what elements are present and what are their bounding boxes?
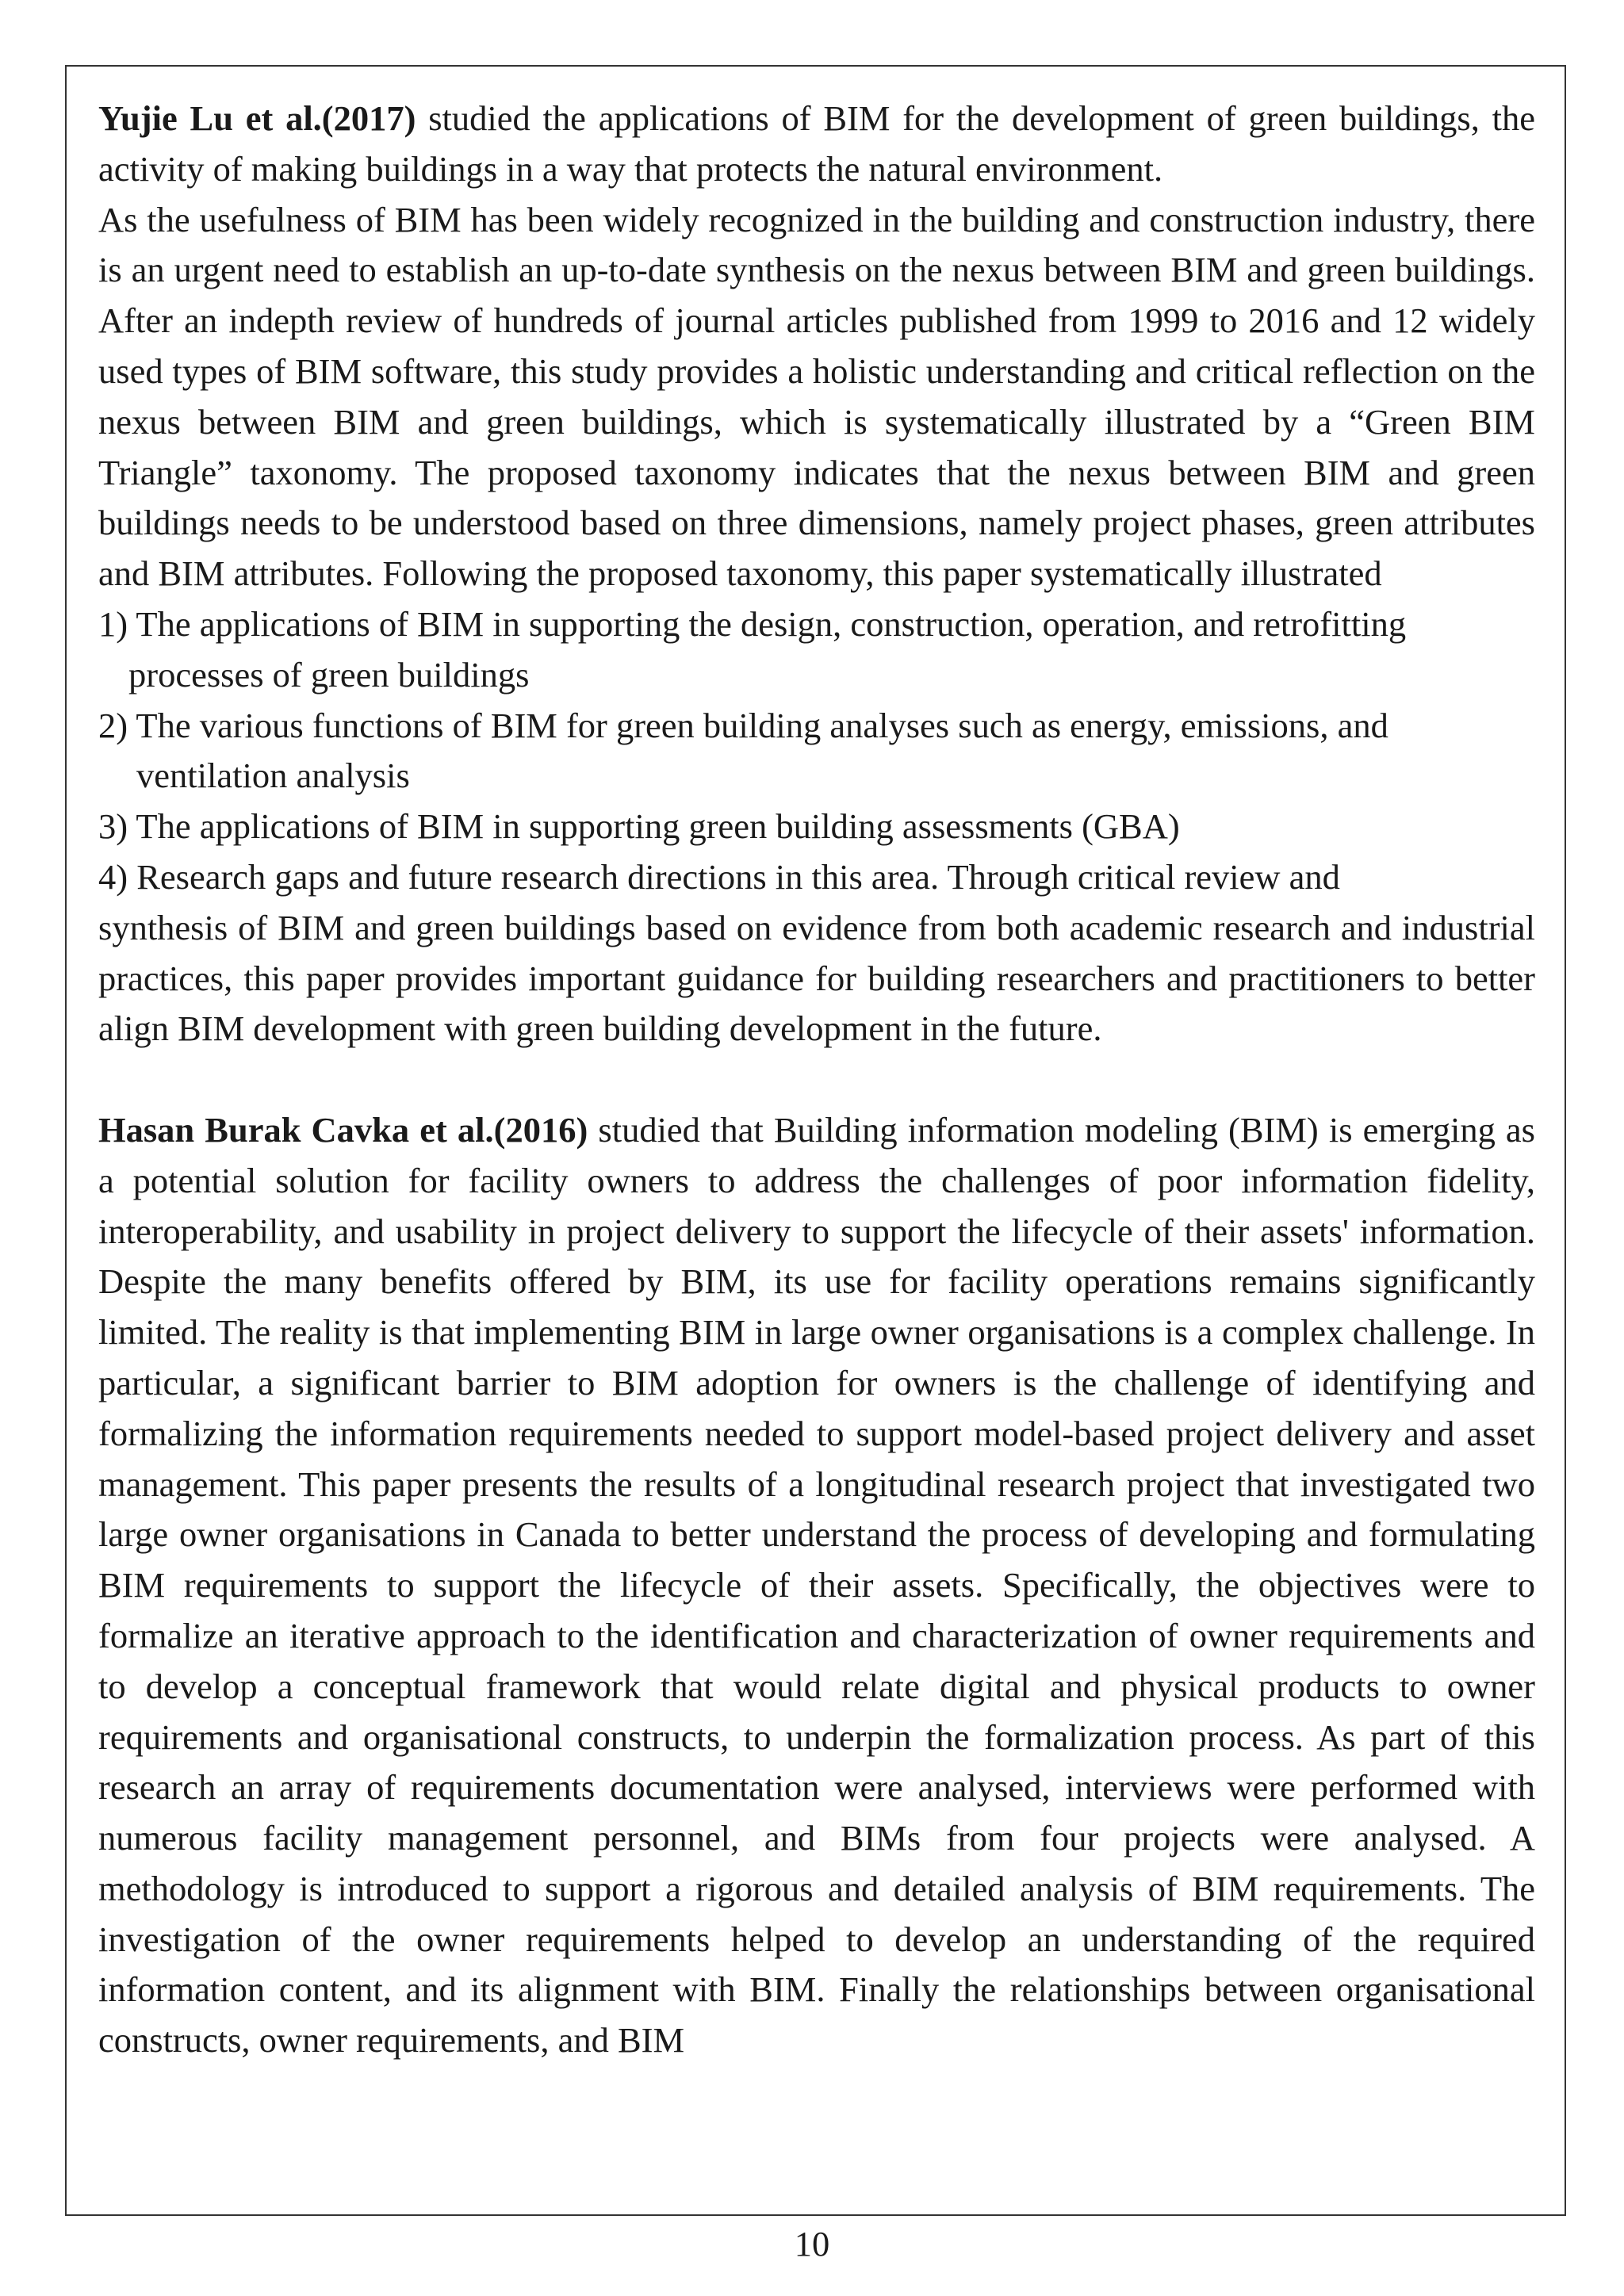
- entry-lu-body: As the usefulness of BIM has been widely recognized in the building and construction industry, there is an urgent need to establish an up-to-date synthesis on the nexus between BIM and green buildings. After an indepth review of hundreds of journal articles published from 1999 to 2016 and 12 widely used types of BIM software, this study provides a holistic understanding and critical reflection on the nexus between BIM and green buildings, which is systematically illustrated by a “Green BIM Triangle” taxonomy. The proposed taxonomy indicates that the nexus between BIM and green buildings needs to be understood based on three dimensions, namely project phases, green attributes and BIM attributes. Following the proposed taxonomy, this paper systematically illustrated: [98, 199, 1535, 594]
- entry-lu-intro: [98, 94, 1535, 195]
- page-content: [98, 94, 1535, 2066]
- list-item-4: 4) Research gaps and future research directions in this area. Through critical review and: [98, 856, 1340, 897]
- paragraph-gap: [98, 1054, 1535, 1105]
- author-cavka: Hasan Burak Cavka et al.(2016): [98, 1109, 588, 1150]
- list-item-2: 2) The various functions of BIM for green building analyses such as energy, emissions, and ventilation analysis: [98, 705, 1388, 796]
- list-item-3: 3) The applications of BIM in supporting green building assessments (GBA): [98, 806, 1180, 847]
- entry-cavka-text: studied that Building information modeling (BIM) is emerging as a potential solution for facility owners to address the challenges of poor information fidelity, interoperability, and usability in project delivery to support the lifecycle of their assets' information. Despite the many benefits offered by BIM, its use for facility operations remains significantly limited. The reality is that implementing BIM in large owner organisations is a complex challenge. In particular, a significant barrier to BIM adoption for owners is the challenge of identifying and formalizing the information requirements needed to support model-based project delivery and asset management. This paper presents the results of a longitudinal research project that investigated two large owner organisations in Canada to better understand the process of developing and formulating BIM requirements to support the lifecycle of their assets. Specifically, the objectives were to formalize an iterative approach to the identification and characterization of owner requirements and to develop a conceptual framework that would relate digital and physical products to owner requirements and organisational constructs, to underpin the formalization process. As part of this research an array of requirements documentation were analysed, interviews were performed with numerous facility management personnel, and BIMs from four projects were analysed. A methodology is introduced to support a rigorous and detailed analysis of BIM requirements. The investigation of the owner requirements helped to develop an understanding of the required information content, and its alignment with BIM. Finally the relationships between organisational constructs, owner requirements, and BIM: [98, 1109, 1535, 2061]
- list-item-1: 1) The applications of BIM in supporting the design, construction, operation, and retrofitting processes of green buildings: [98, 603, 1407, 695]
- entry-lu-intro-text: studied the applications of BIM for the development of green buildings, the activity of making buildings in a way that protects the natural environment.: [98, 98, 1535, 189]
- author-lu: Yujie Lu et al.(2017): [98, 98, 416, 138]
- entry-lu-closing: synthesis of BIM and green buildings based on evidence from both academic research and industrial practices, this paper provides important guidance for building researchers and practitioners to better align BIM development with green building development in the future.: [98, 907, 1535, 1049]
- page-number: 10: [794, 2224, 830, 2263]
- entry-cavka: [98, 1105, 1535, 2066]
